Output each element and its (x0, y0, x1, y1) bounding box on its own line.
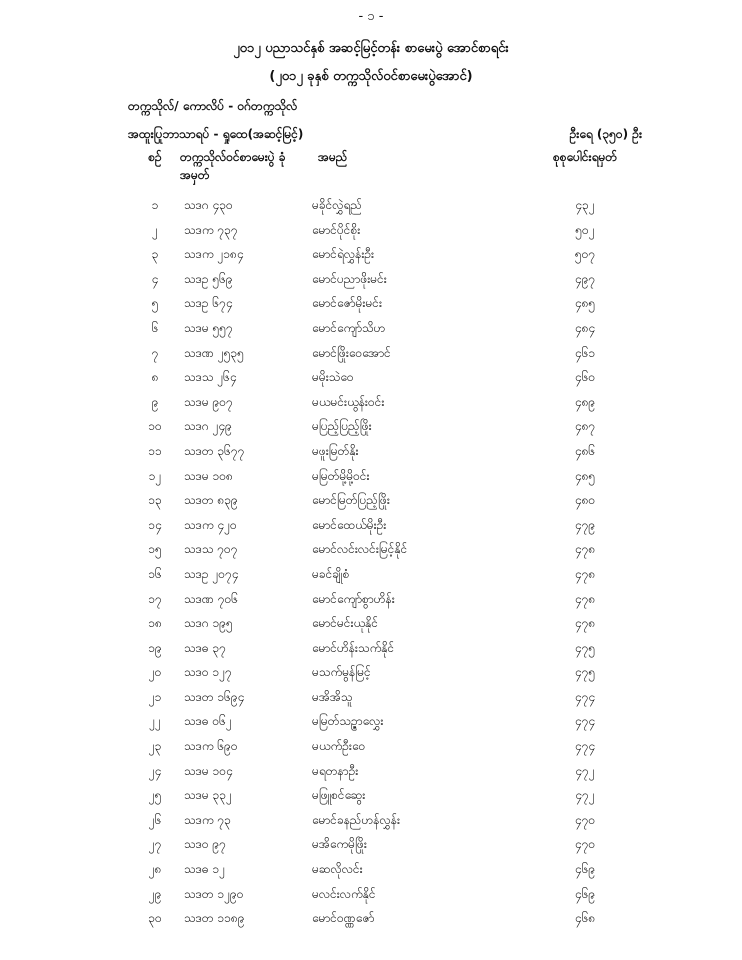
row-number: ၁၇ (148, 591, 162, 606)
roll-number: သဒတ ၈၃၉ (184, 493, 238, 508)
row-number: ၁၉ (148, 640, 162, 655)
total-score: ၄၇၂ (575, 788, 595, 803)
student-name: မပြည့်ပြည့်ဖြိုး (312, 419, 372, 434)
roll-number: သဒမ ၃၃၂ (184, 788, 232, 803)
roll-number: သဒမ ၁၀၈ (184, 468, 233, 483)
header-total: စုစုပေါင်းရမှတ် (552, 150, 618, 164)
student-name: မဖြူစင်ဆွေး (312, 788, 366, 803)
roll-number: သဒဏ ၂၅၃၅ (184, 345, 244, 360)
roll-number: သဒဂ ၁၉၅ (184, 616, 233, 631)
total-score: ၄၆၁ (574, 345, 596, 360)
table-row (0, 857, 742, 882)
total-score: ၄၇၀ (574, 812, 596, 827)
row-number: ၃၀ (148, 911, 162, 926)
table-row (0, 193, 742, 218)
table-row (0, 464, 742, 489)
row-number: ၁၆ (148, 566, 162, 581)
student-name: မယက်ဦးဝေ (312, 739, 366, 754)
student-name: မခင်ချိုစံ (312, 566, 350, 581)
student-name: မောင်မင်းယုနိုင် (312, 616, 379, 631)
total-score: ၄၇၈ (574, 591, 596, 606)
row-number: ၆ (151, 320, 159, 335)
row-number: ၂၁ (148, 689, 162, 704)
row-number: ၁၅ (148, 542, 162, 557)
total-score: ၄၇၈ (574, 542, 596, 557)
row-number: ၂ (152, 222, 158, 237)
row-number: ၄ (151, 271, 159, 286)
student-name: မောင်ဖြိုးဝေအောင် (312, 345, 391, 360)
table-row (0, 537, 742, 562)
student-name: မရတနာဦး (312, 763, 359, 778)
total-score: ၄၈၅ (574, 296, 596, 311)
student-name: မောင်ပိုင်စိုး (312, 222, 361, 237)
roll-number: သဒတ ၁၂၉၀ (184, 886, 244, 901)
total-score: ၄၇၀ (574, 837, 596, 852)
student-name: မအိကေမိုဖြိုး (312, 837, 367, 852)
table-row (0, 267, 742, 292)
student-name: မောင်ဝဏ္ဏဇော် (312, 911, 375, 926)
roll-number: သဒဝ ၉၇ (184, 837, 226, 852)
row-number: ၂၉ (148, 886, 162, 901)
results-table (0, 193, 742, 931)
row-number: ၇ (151, 345, 159, 360)
row-number: ၂၄ (148, 763, 162, 778)
row-number: ၂၈ (148, 862, 162, 877)
roll-number: သဒဥ ၅၆၉ (184, 271, 233, 286)
total-score: ၄၇၂ (575, 763, 595, 778)
total-score: ၄၆၉ (574, 886, 596, 901)
row-number: ၈ (151, 370, 159, 385)
table-row (0, 660, 742, 685)
roll-number: သဒသ ၇၀၇ (184, 542, 238, 557)
total-score: ၄၃၂ (575, 198, 595, 212)
row-number: ၁၂ (148, 468, 162, 483)
total-score: ၄၇၄ (574, 689, 596, 704)
row-number: ၅ (151, 296, 159, 311)
roll-number: သဒတ ၁၁၈၉ (184, 911, 245, 926)
row-number: ၉ (151, 394, 159, 409)
total-score: ၅၀၂ (575, 222, 595, 237)
total-score: ၄၆၀ (574, 370, 596, 385)
student-name: မခိုင်လွှဲရည် (312, 198, 363, 212)
student-name: မဖူးမြတ်နိုး (312, 443, 359, 458)
total-score: ၄၈၄ (574, 320, 596, 335)
roll-number: သဒဏ ၇၀၆ (184, 591, 239, 606)
student-name: မောင်ခနည်ဟန်လွှန်း (312, 812, 400, 827)
table-row (0, 783, 742, 808)
table-row (0, 611, 742, 636)
roll-number: သဒဂ ၂၄၉ (184, 419, 232, 434)
table-row (0, 709, 742, 734)
row-number: ၁၁ (148, 443, 162, 458)
row-number: ၂၂ (149, 714, 161, 729)
table-row (0, 218, 742, 243)
row-number: ၃ (151, 247, 159, 262)
roll-number: သဒဥ ၆၇၄ (184, 296, 233, 311)
table-row (0, 365, 742, 390)
student-name: မမြတ်မို့မို့ဝင်း (312, 468, 370, 483)
table-row (0, 341, 742, 366)
total-score: ၄၈၆ (574, 443, 596, 458)
subject-line: အထူးပြုဘာသာရပ် - ရှုထေ(အဆင့်မြင့်) (128, 127, 304, 141)
total-score: ၄၆၈ (574, 911, 596, 926)
student-name: မောင်ရဲလွှန်းဦး (312, 247, 375, 262)
roll-number: သဒဓ ၁၂ (184, 862, 226, 877)
roll-number: သဒဓ ၃၇ (184, 640, 226, 655)
roll-number: သဒမ ၉၀၇ (184, 394, 233, 409)
total-score: ၄၇၄ (574, 714, 596, 729)
row-number: ၂၅ (148, 788, 162, 803)
total-score: ၄၇၈ (574, 566, 596, 581)
total-score: ၄၉၇ (574, 271, 596, 286)
total-score: ၄၈၅ (574, 468, 596, 483)
roll-number: သဒသ ၂၆၄ (184, 370, 237, 385)
table-row (0, 906, 742, 931)
roll-number: သဒတ ၁၆၉၄ (184, 689, 245, 704)
row-number: ၁၀ (148, 419, 162, 434)
roll-number: သဒက ၆၉၀ (184, 739, 238, 754)
student-name: မမြတ်သဉ္ဇာလွှေး (312, 714, 384, 729)
student-name: မလင်းလက်နိုင် (312, 886, 376, 901)
roll-number: သဒဝ ၁၂၇ (184, 665, 232, 680)
roll-number: သဒမ ၅၅၇ (184, 320, 233, 335)
table-row (0, 242, 742, 267)
student-name: မသက်မွန်မြင့် (312, 665, 371, 680)
table-row (0, 882, 742, 907)
roll-number: သဒက ၇၃၇ (184, 222, 238, 237)
total-score: ၄၈၇ (574, 419, 596, 434)
row-number: ၁၃ (148, 493, 162, 508)
table-row (0, 513, 742, 538)
table-row (0, 488, 742, 513)
table-row (0, 587, 742, 612)
student-name: မောင်ဇော်မိုးမင်း (312, 296, 383, 311)
row-number: ၂၇ (148, 837, 162, 852)
header-name: အမည် (318, 150, 348, 164)
student-name: မောင်ကျော်သိဟ (312, 320, 386, 335)
student-name: မဆလိုလင်း (312, 862, 363, 877)
university-line: တက္ကသိုလ်/ ကောလိပ် - ဝဂ်တက္ကသိုလ် (128, 99, 298, 113)
count-line: ဦးရေ (၃၅၀) ဦး (569, 127, 642, 141)
total-score: ၄၇၄ (574, 739, 596, 754)
row-number: ၁ (151, 198, 159, 212)
total-score: ၄၈၉ (574, 394, 596, 409)
total-score: ၄၇၅ (574, 640, 596, 655)
row-number: ၂၀ (148, 665, 162, 680)
student-name: မောင်ထေယ်မိုးဦး (312, 517, 387, 532)
table-row (0, 562, 742, 587)
total-score: ၅၀၇ (574, 247, 596, 262)
header-roll: တက္ကသိုလ်ဝင်စာမေးပွဲ ခုံအမှတ် (180, 150, 286, 182)
table-row (0, 759, 742, 784)
total-score: ၄၇၉ (574, 517, 596, 532)
student-name: မအိအိသူ (312, 689, 353, 704)
table-row (0, 832, 742, 857)
student-name: မောင်လင်းလင်းမြင့်နိုင် (312, 542, 408, 557)
roll-number: သဒမ ၁၀၄ (184, 763, 233, 778)
page-number: - ၁ - (358, 9, 384, 24)
total-score: ၄၆၉ (574, 862, 596, 877)
student-name: မောင်ပညာဖိုးမင်း (312, 271, 387, 286)
table-row (0, 636, 742, 661)
table-row (0, 808, 742, 833)
table-row (0, 316, 742, 341)
student-name: မယမင်းယွန်းဝင်း (312, 394, 385, 409)
table-row (0, 734, 742, 759)
roll-number: သဒက ၄၂၀ (184, 517, 237, 532)
student-name: မောင်ဟိန်းသက်နိုင် (312, 640, 395, 655)
roll-number: သဒတ ၃၆၇၇ (184, 443, 245, 458)
document-subtitle: (၂၀၁၂ ခုနှစ် တက္ကသိုလ်ဝင်စာမေးပွဲအောင်) (269, 69, 473, 84)
row-number: ၂၃ (148, 739, 162, 754)
roll-number: သဒဓ ၀၆၂ (184, 714, 232, 729)
row-number: ၁၈ (148, 616, 162, 631)
total-score: ၄၇၈ (574, 616, 596, 631)
row-number: ၁၄ (148, 517, 162, 532)
roll-number: သဒက ၂၁၈၄ (184, 247, 244, 262)
table-row (0, 685, 742, 710)
table-row (0, 291, 742, 316)
total-score: ၄၈၀ (574, 493, 596, 508)
row-number: ၂၆ (148, 812, 162, 827)
student-name: မမိုးသဲဝေ (312, 370, 354, 385)
table-row (0, 414, 742, 439)
header-no: စဉ် (148, 150, 162, 164)
roll-number: သဒဥ ၂၀၇၄ (184, 566, 239, 581)
roll-number: သဒဂ ၄၃၀ (184, 198, 233, 212)
table-row (0, 390, 742, 415)
student-name: မောင်မြတ်ပြည့်ဖြိုး (312, 493, 390, 508)
table-row (0, 439, 742, 464)
student-name: မောင်ကျော်စွာဟိန်း (312, 591, 395, 606)
document-title: ၂၀၁၂ ပညာသင်နှစ် အဆင့်မြင့်တန်း စာမေးပွဲ အောင်စာရင်း (233, 41, 509, 56)
roll-number: သဒက ၇၃ (184, 812, 231, 827)
total-score: ၄၇၅ (574, 665, 596, 680)
